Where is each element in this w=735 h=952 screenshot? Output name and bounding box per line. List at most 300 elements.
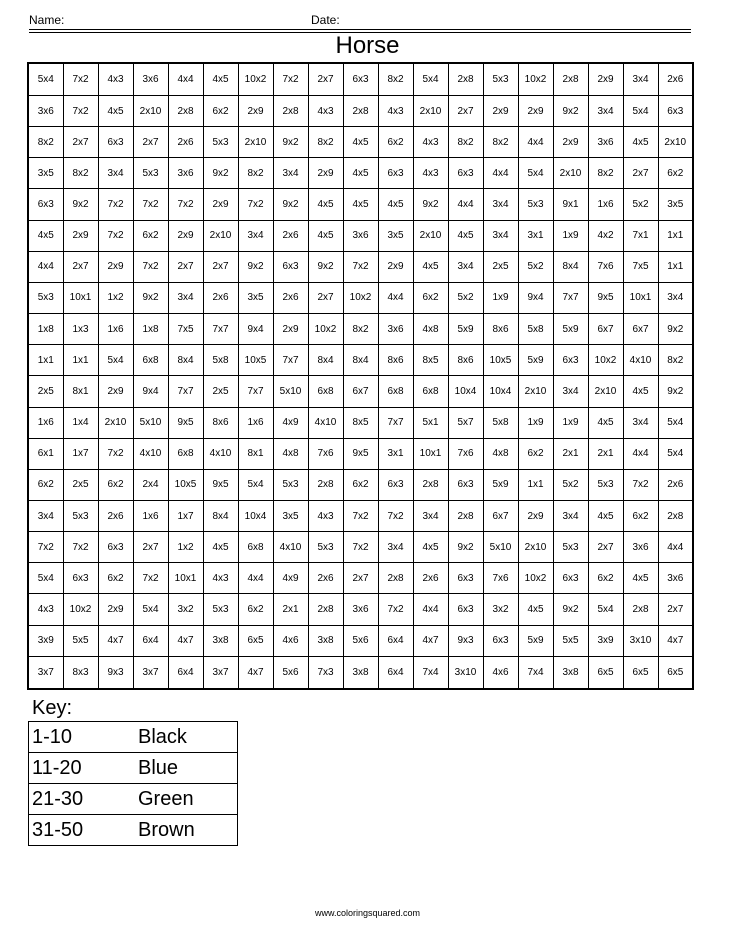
grid-cell[interactable]: 4x9 <box>273 407 308 438</box>
grid-cell[interactable]: 3x4 <box>413 501 448 532</box>
grid-cell[interactable]: 2x10 <box>518 532 553 563</box>
grid-cell[interactable]: 4x5 <box>623 127 658 158</box>
grid-cell[interactable]: 6x2 <box>98 469 133 500</box>
grid-cell[interactable]: 2x7 <box>133 127 168 158</box>
grid-cell[interactable]: 5x2 <box>553 469 588 500</box>
grid-cell[interactable]: 2x7 <box>308 63 343 95</box>
grid-cell[interactable]: 2x5 <box>483 251 518 282</box>
grid-cell[interactable]: 6x8 <box>378 376 413 407</box>
grid-cell[interactable]: 10x2 <box>343 282 378 313</box>
grid-cell[interactable]: 4x9 <box>273 563 308 594</box>
grid-cell[interactable]: 8x2 <box>238 158 273 189</box>
grid-cell[interactable]: 2x10 <box>203 220 238 251</box>
grid-cell[interactable]: 7x6 <box>483 563 518 594</box>
grid-cell[interactable]: 2x9 <box>273 314 308 345</box>
grid-cell[interactable]: 6x3 <box>448 594 483 625</box>
grid-cell[interactable]: 2x1 <box>553 438 588 469</box>
grid-cell[interactable]: 2x7 <box>343 563 378 594</box>
grid-cell[interactable]: 6x8 <box>308 376 343 407</box>
grid-cell[interactable]: 4x8 <box>413 314 448 345</box>
grid-cell[interactable]: 5x3 <box>28 282 63 313</box>
grid-cell[interactable]: 2x5 <box>203 376 238 407</box>
grid-cell[interactable]: 8x4 <box>553 251 588 282</box>
grid-cell[interactable]: 9x1 <box>553 189 588 220</box>
grid-cell[interactable]: 9x2 <box>553 594 588 625</box>
grid-cell[interactable]: 9x2 <box>658 314 693 345</box>
grid-cell[interactable]: 4x5 <box>98 95 133 126</box>
grid-cell[interactable]: 2x5 <box>63 469 98 500</box>
grid-cell[interactable]: 2x8 <box>378 563 413 594</box>
grid-cell[interactable]: 2x10 <box>238 127 273 158</box>
grid-cell[interactable]: 8x1 <box>238 438 273 469</box>
grid-cell[interactable]: 3x5 <box>658 189 693 220</box>
grid-cell[interactable]: 3x6 <box>378 314 413 345</box>
grid-cell[interactable]: 2x9 <box>518 95 553 126</box>
grid-cell[interactable]: 3x4 <box>553 376 588 407</box>
grid-cell[interactable]: 4x5 <box>28 220 63 251</box>
grid-cell[interactable]: 6x3 <box>273 251 308 282</box>
grid-cell[interactable]: 4x5 <box>308 220 343 251</box>
grid-cell[interactable]: 4x5 <box>343 127 378 158</box>
grid-cell[interactable]: 2x9 <box>203 189 238 220</box>
grid-cell[interactable]: 2x10 <box>658 127 693 158</box>
grid-cell[interactable]: 10x4 <box>483 376 518 407</box>
grid-cell[interactable]: 6x5 <box>588 656 623 689</box>
grid-cell[interactable]: 7x2 <box>273 63 308 95</box>
grid-cell[interactable]: 6x5 <box>238 625 273 656</box>
grid-cell[interactable]: 2x10 <box>413 95 448 126</box>
grid-cell[interactable]: 9x2 <box>273 189 308 220</box>
grid-cell[interactable]: 6x2 <box>623 501 658 532</box>
grid-cell[interactable]: 3x6 <box>588 127 623 158</box>
grid-cell[interactable]: 5x5 <box>63 625 98 656</box>
grid-cell[interactable]: 3x5 <box>378 220 413 251</box>
grid-cell[interactable]: 1x6 <box>133 501 168 532</box>
grid-cell[interactable]: 4x4 <box>448 189 483 220</box>
grid-cell[interactable]: 5x9 <box>448 314 483 345</box>
grid-cell[interactable]: 2x9 <box>98 376 133 407</box>
grid-cell[interactable]: 7x2 <box>63 95 98 126</box>
grid-cell[interactable]: 7x4 <box>518 656 553 689</box>
grid-cell[interactable]: 1x9 <box>483 282 518 313</box>
grid-cell[interactable]: 3x2 <box>483 594 518 625</box>
grid-cell[interactable]: 6x2 <box>518 438 553 469</box>
grid-cell[interactable]: 1x1 <box>658 251 693 282</box>
grid-cell[interactable]: 7x5 <box>623 251 658 282</box>
grid-cell[interactable]: 6x5 <box>623 656 658 689</box>
grid-cell[interactable]: 6x3 <box>658 95 693 126</box>
grid-cell[interactable]: 6x1 <box>28 438 63 469</box>
grid-cell[interactable]: 4x4 <box>28 251 63 282</box>
grid-cell[interactable]: 1x1 <box>63 345 98 376</box>
grid-cell[interactable]: 7x6 <box>448 438 483 469</box>
grid-cell[interactable]: 4x4 <box>378 282 413 313</box>
grid-cell[interactable]: 4x10 <box>133 438 168 469</box>
grid-cell[interactable]: 2x6 <box>273 282 308 313</box>
grid-cell[interactable]: 1x1 <box>658 220 693 251</box>
grid-cell[interactable]: 3x4 <box>623 63 658 95</box>
grid-cell[interactable]: 3x6 <box>133 63 168 95</box>
grid-cell[interactable]: 5x10 <box>483 532 518 563</box>
grid-cell[interactable]: 10x1 <box>168 563 203 594</box>
grid-cell[interactable]: 7x2 <box>133 251 168 282</box>
grid-cell[interactable]: 3x4 <box>98 158 133 189</box>
grid-cell[interactable]: 2x8 <box>168 95 203 126</box>
grid-cell[interactable]: 10x2 <box>518 63 553 95</box>
grid-cell[interactable]: 8x2 <box>588 158 623 189</box>
grid-cell[interactable]: 3x6 <box>168 158 203 189</box>
grid-cell[interactable]: 3x4 <box>28 501 63 532</box>
grid-cell[interactable]: 1x7 <box>63 438 98 469</box>
grid-cell[interactable]: 4x7 <box>98 625 133 656</box>
grid-cell[interactable]: 5x8 <box>483 407 518 438</box>
grid-cell[interactable]: 5x4 <box>28 63 63 95</box>
grid-cell[interactable]: 5x3 <box>308 532 343 563</box>
grid-cell[interactable]: 8x3 <box>63 656 98 689</box>
grid-cell[interactable]: 2x6 <box>203 282 238 313</box>
grid-cell[interactable]: 5x3 <box>273 469 308 500</box>
grid-cell[interactable]: 1x6 <box>28 407 63 438</box>
grid-cell[interactable]: 2x7 <box>308 282 343 313</box>
grid-cell[interactable]: 4x8 <box>273 438 308 469</box>
grid-cell[interactable]: 8x4 <box>168 345 203 376</box>
grid-cell[interactable]: 2x8 <box>308 469 343 500</box>
grid-cell[interactable]: 5x4 <box>413 63 448 95</box>
grid-cell[interactable]: 4x2 <box>588 220 623 251</box>
grid-cell[interactable]: 3x1 <box>518 220 553 251</box>
grid-cell[interactable]: 4x5 <box>623 563 658 594</box>
grid-cell[interactable]: 7x2 <box>28 532 63 563</box>
grid-cell[interactable]: 6x7 <box>483 501 518 532</box>
grid-cell[interactable]: 6x7 <box>343 376 378 407</box>
grid-cell[interactable]: 9x2 <box>553 95 588 126</box>
grid-cell[interactable]: 5x3 <box>518 189 553 220</box>
grid-cell[interactable]: 1x9 <box>553 407 588 438</box>
grid-cell[interactable]: 3x4 <box>658 282 693 313</box>
grid-cell[interactable]: 2x6 <box>308 563 343 594</box>
grid-cell[interactable]: 6x2 <box>133 220 168 251</box>
grid-cell[interactable]: 9x2 <box>448 532 483 563</box>
grid-cell[interactable]: 1x7 <box>168 501 203 532</box>
grid-cell[interactable]: 4x5 <box>518 594 553 625</box>
grid-cell[interactable]: 8x4 <box>343 345 378 376</box>
grid-cell[interactable]: 7x2 <box>238 189 273 220</box>
grid-cell[interactable]: 7x2 <box>343 532 378 563</box>
grid-cell[interactable]: 3x4 <box>483 189 518 220</box>
grid-cell[interactable]: 10x4 <box>448 376 483 407</box>
grid-cell[interactable]: 7x2 <box>378 594 413 625</box>
grid-cell[interactable]: 4x3 <box>308 501 343 532</box>
grid-cell[interactable]: 5x8 <box>518 314 553 345</box>
grid-cell[interactable]: 4x4 <box>483 158 518 189</box>
grid-cell[interactable]: 9x5 <box>588 282 623 313</box>
grid-cell[interactable]: 1x2 <box>168 532 203 563</box>
grid-cell[interactable]: 10x5 <box>238 345 273 376</box>
grid-cell[interactable]: 3x8 <box>203 625 238 656</box>
grid-cell[interactable]: 1x1 <box>28 345 63 376</box>
grid-cell[interactable]: 5x4 <box>588 594 623 625</box>
grid-cell[interactable]: 2x9 <box>98 594 133 625</box>
grid-cell[interactable]: 6x8 <box>133 345 168 376</box>
grid-cell[interactable]: 9x4 <box>133 376 168 407</box>
grid-cell[interactable]: 10x1 <box>63 282 98 313</box>
grid-cell[interactable]: 3x9 <box>28 625 63 656</box>
grid-cell[interactable]: 6x3 <box>63 563 98 594</box>
grid-cell[interactable]: 2x7 <box>448 95 483 126</box>
grid-cell[interactable]: 1x9 <box>553 220 588 251</box>
grid-cell[interactable]: 7x2 <box>168 189 203 220</box>
grid-cell[interactable]: 7x7 <box>203 314 238 345</box>
grid-cell[interactable]: 3x6 <box>28 95 63 126</box>
grid-cell[interactable]: 9x2 <box>658 376 693 407</box>
grid-cell[interactable]: 7x2 <box>133 189 168 220</box>
grid-cell[interactable]: 4x5 <box>203 63 238 95</box>
grid-cell[interactable]: 2x8 <box>308 594 343 625</box>
grid-cell[interactable]: 5x3 <box>133 158 168 189</box>
grid-cell[interactable]: 4x10 <box>203 438 238 469</box>
grid-cell[interactable]: 5x10 <box>273 376 308 407</box>
grid-cell[interactable]: 2x6 <box>98 501 133 532</box>
grid-cell[interactable]: 5x7 <box>448 407 483 438</box>
grid-cell[interactable]: 4x7 <box>658 625 693 656</box>
grid-cell[interactable]: 6x2 <box>378 127 413 158</box>
grid-cell[interactable]: 2x8 <box>448 501 483 532</box>
grid-cell[interactable]: 8x2 <box>483 127 518 158</box>
grid-cell[interactable]: 6x4 <box>378 656 413 689</box>
grid-cell[interactable]: 3x4 <box>378 532 413 563</box>
grid-cell[interactable]: 7x2 <box>623 469 658 500</box>
grid-cell[interactable]: 9x2 <box>203 158 238 189</box>
grid-cell[interactable]: 8x6 <box>203 407 238 438</box>
grid-cell[interactable]: 4x5 <box>343 189 378 220</box>
grid-cell[interactable]: 2x8 <box>413 469 448 500</box>
grid-cell[interactable]: 2x6 <box>658 63 693 95</box>
grid-cell[interactable]: 5x9 <box>553 314 588 345</box>
grid-cell[interactable]: 6x2 <box>203 95 238 126</box>
grid-cell[interactable]: 3x6 <box>658 563 693 594</box>
grid-cell[interactable]: 3x1 <box>378 438 413 469</box>
grid-cell[interactable]: 6x3 <box>98 532 133 563</box>
grid-cell[interactable]: 5x3 <box>63 501 98 532</box>
grid-cell[interactable]: 10x2 <box>63 594 98 625</box>
grid-cell[interactable]: 7x2 <box>98 438 133 469</box>
grid-cell[interactable]: 4x4 <box>168 63 203 95</box>
grid-cell[interactable]: 2x9 <box>378 251 413 282</box>
grid-cell[interactable]: 3x5 <box>28 158 63 189</box>
grid-cell[interactable]: 4x7 <box>238 656 273 689</box>
grid-cell[interactable]: 7x2 <box>98 220 133 251</box>
grid-cell[interactable]: 8x6 <box>448 345 483 376</box>
grid-cell[interactable]: 3x4 <box>623 407 658 438</box>
grid-cell[interactable]: 2x9 <box>588 63 623 95</box>
grid-cell[interactable]: 5x9 <box>518 345 553 376</box>
grid-cell[interactable]: 2x8 <box>448 63 483 95</box>
grid-cell[interactable]: 9x5 <box>203 469 238 500</box>
grid-cell[interactable]: 7x7 <box>553 282 588 313</box>
grid-cell[interactable]: 4x7 <box>413 625 448 656</box>
grid-cell[interactable]: 2x7 <box>623 158 658 189</box>
grid-cell[interactable]: 4x8 <box>483 438 518 469</box>
grid-cell[interactable]: 2x7 <box>63 127 98 158</box>
grid-cell[interactable]: 2x6 <box>413 563 448 594</box>
grid-cell[interactable]: 4x5 <box>203 532 238 563</box>
grid-cell[interactable]: 1x8 <box>133 314 168 345</box>
grid-cell[interactable]: 4x4 <box>518 127 553 158</box>
grid-cell[interactable]: 7x3 <box>308 656 343 689</box>
grid-cell[interactable]: 7x2 <box>63 532 98 563</box>
grid-cell[interactable]: 7x7 <box>273 345 308 376</box>
grid-cell[interactable]: 4x7 <box>168 625 203 656</box>
grid-cell[interactable]: 4x3 <box>203 563 238 594</box>
grid-cell[interactable]: 5x4 <box>133 594 168 625</box>
grid-cell[interactable]: 2x8 <box>343 95 378 126</box>
grid-cell[interactable]: 4x4 <box>413 594 448 625</box>
grid-cell[interactable]: 10x1 <box>623 282 658 313</box>
grid-cell[interactable]: 6x2 <box>343 469 378 500</box>
grid-cell[interactable]: 6x2 <box>658 158 693 189</box>
grid-cell[interactable]: 7x7 <box>378 407 413 438</box>
grid-cell[interactable]: 9x2 <box>413 189 448 220</box>
grid-cell[interactable]: 2x10 <box>518 376 553 407</box>
grid-cell[interactable]: 10x1 <box>413 438 448 469</box>
grid-cell[interactable]: 5x4 <box>238 469 273 500</box>
grid-cell[interactable]: 5x8 <box>203 345 238 376</box>
grid-cell[interactable]: 4x5 <box>588 501 623 532</box>
grid-cell[interactable]: 3x7 <box>28 656 63 689</box>
grid-cell[interactable]: 2x6 <box>168 127 203 158</box>
grid-cell[interactable]: 10x2 <box>308 314 343 345</box>
grid-cell[interactable]: 10x5 <box>483 345 518 376</box>
grid-cell[interactable]: 5x4 <box>98 345 133 376</box>
grid-cell[interactable]: 5x9 <box>518 625 553 656</box>
grid-cell[interactable]: 8x5 <box>343 407 378 438</box>
grid-cell[interactable]: 4x3 <box>28 594 63 625</box>
grid-cell[interactable]: 3x4 <box>553 501 588 532</box>
grid-cell[interactable]: 6x8 <box>413 376 448 407</box>
grid-cell[interactable]: 2x10 <box>553 158 588 189</box>
grid-cell[interactable]: 1x6 <box>98 314 133 345</box>
grid-cell[interactable]: 3x6 <box>343 220 378 251</box>
grid-cell[interactable]: 5x6 <box>343 625 378 656</box>
grid-cell[interactable]: 7x1 <box>623 220 658 251</box>
grid-cell[interactable]: 2x9 <box>553 127 588 158</box>
grid-cell[interactable]: 6x7 <box>588 314 623 345</box>
grid-cell[interactable]: 6x8 <box>238 532 273 563</box>
grid-cell[interactable]: 2x6 <box>658 469 693 500</box>
grid-cell[interactable]: 4x3 <box>308 95 343 126</box>
grid-cell[interactable]: 4x3 <box>413 127 448 158</box>
grid-cell[interactable]: 6x4 <box>168 656 203 689</box>
grid-cell[interactable]: 9x2 <box>273 127 308 158</box>
grid-cell[interactable]: 3x10 <box>448 656 483 689</box>
grid-cell[interactable]: 6x3 <box>483 625 518 656</box>
grid-cell[interactable]: 3x5 <box>273 501 308 532</box>
grid-cell[interactable]: 7x6 <box>588 251 623 282</box>
grid-cell[interactable]: 6x3 <box>378 469 413 500</box>
grid-cell[interactable]: 5x4 <box>28 563 63 594</box>
grid-cell[interactable]: 5x2 <box>518 251 553 282</box>
grid-cell[interactable]: 7x2 <box>133 563 168 594</box>
grid-cell[interactable]: 2x10 <box>98 407 133 438</box>
grid-cell[interactable]: 4x3 <box>378 95 413 126</box>
grid-cell[interactable]: 8x2 <box>308 127 343 158</box>
grid-cell[interactable]: 2x9 <box>238 95 273 126</box>
grid-cell[interactable]: 3x4 <box>588 95 623 126</box>
grid-cell[interactable]: 2x6 <box>273 220 308 251</box>
grid-cell[interactable]: 6x2 <box>238 594 273 625</box>
grid-cell[interactable]: 7x7 <box>238 376 273 407</box>
grid-cell[interactable]: 7x6 <box>308 438 343 469</box>
grid-cell[interactable]: 5x3 <box>203 127 238 158</box>
grid-cell[interactable]: 4x10 <box>623 345 658 376</box>
grid-cell[interactable]: 4x10 <box>273 532 308 563</box>
grid-cell[interactable]: 2x9 <box>308 158 343 189</box>
grid-cell[interactable]: 7x2 <box>343 251 378 282</box>
grid-cell[interactable]: 9x4 <box>518 282 553 313</box>
grid-cell[interactable]: 8x4 <box>203 501 238 532</box>
grid-cell[interactable]: 3x9 <box>588 625 623 656</box>
grid-cell[interactable]: 5x3 <box>588 469 623 500</box>
grid-cell[interactable]: 7x2 <box>378 501 413 532</box>
grid-cell[interactable]: 9x2 <box>238 251 273 282</box>
grid-cell[interactable]: 4x4 <box>623 438 658 469</box>
grid-cell[interactable]: 2x4 <box>133 469 168 500</box>
grid-cell[interactable]: 2x7 <box>63 251 98 282</box>
grid-cell[interactable]: 6x4 <box>378 625 413 656</box>
grid-cell[interactable]: 2x7 <box>203 251 238 282</box>
grid-cell[interactable]: 10x4 <box>238 501 273 532</box>
grid-cell[interactable]: 3x4 <box>238 220 273 251</box>
grid-cell[interactable]: 3x6 <box>623 532 658 563</box>
grid-cell[interactable]: 4x10 <box>308 407 343 438</box>
grid-cell[interactable]: 6x3 <box>448 469 483 500</box>
grid-cell[interactable]: 9x5 <box>168 407 203 438</box>
grid-cell[interactable]: 8x2 <box>378 63 413 95</box>
grid-cell[interactable]: 7x5 <box>168 314 203 345</box>
grid-cell[interactable]: 8x2 <box>343 314 378 345</box>
grid-cell[interactable]: 1x1 <box>518 469 553 500</box>
grid-cell[interactable]: 3x2 <box>168 594 203 625</box>
grid-cell[interactable]: 9x2 <box>133 282 168 313</box>
grid-cell[interactable]: 4x3 <box>98 63 133 95</box>
grid-cell[interactable]: 2x9 <box>98 251 133 282</box>
grid-cell[interactable]: 2x9 <box>168 220 203 251</box>
grid-cell[interactable]: 4x5 <box>413 532 448 563</box>
grid-cell[interactable]: 7x7 <box>168 376 203 407</box>
grid-cell[interactable]: 9x3 <box>448 625 483 656</box>
grid-cell[interactable]: 3x10 <box>623 625 658 656</box>
grid-cell[interactable]: 8x2 <box>448 127 483 158</box>
grid-cell[interactable]: 5x1 <box>413 407 448 438</box>
grid-cell[interactable]: 6x3 <box>343 63 378 95</box>
grid-cell[interactable]: 5x4 <box>658 407 693 438</box>
grid-cell[interactable]: 5x5 <box>553 625 588 656</box>
grid-cell[interactable]: 1x9 <box>518 407 553 438</box>
grid-cell[interactable]: 6x2 <box>98 563 133 594</box>
grid-cell[interactable]: 1x8 <box>28 314 63 345</box>
grid-cell[interactable]: 4x4 <box>238 563 273 594</box>
grid-cell[interactable]: 1x4 <box>63 407 98 438</box>
grid-cell[interactable]: 2x5 <box>28 376 63 407</box>
grid-cell[interactable]: 2x7 <box>588 532 623 563</box>
grid-cell[interactable]: 4x5 <box>308 189 343 220</box>
grid-cell[interactable]: 6x3 <box>553 345 588 376</box>
grid-cell[interactable]: 1x6 <box>238 407 273 438</box>
grid-cell[interactable]: 7x2 <box>98 189 133 220</box>
grid-cell[interactable]: 2x10 <box>133 95 168 126</box>
grid-cell[interactable]: 5x4 <box>658 438 693 469</box>
grid-cell[interactable]: 5x2 <box>623 189 658 220</box>
